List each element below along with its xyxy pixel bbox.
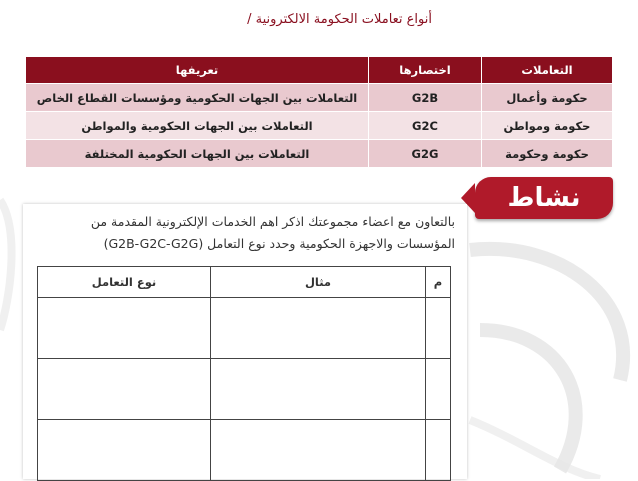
cell-abbreviation: G2B — [369, 84, 482, 112]
cell-interaction: حكومة وحكومة — [482, 140, 613, 168]
cell-definition: التعاملات بين الجهات الحكومية المختلفة — [26, 140, 369, 168]
worksheet-header-type: نوع التعامل — [38, 267, 211, 298]
worksheet-cell — [38, 420, 211, 481]
worksheet-header-num: م — [426, 267, 451, 298]
worksheet-row — [38, 420, 451, 481]
header-definition: تعريفها — [26, 57, 369, 84]
table-header-row — [26, 57, 613, 84]
cell-abbreviation: G2G — [369, 140, 482, 168]
breadcrumb: أنواع تعاملات الحكومة الالكترونية / — [247, 12, 432, 27]
worksheet-cell — [38, 298, 211, 359]
activity-worksheet — [23, 204, 467, 479]
worksheet-cell — [211, 420, 426, 481]
cell-interaction: حكومة ومواطن — [482, 112, 613, 140]
cell-abbreviation: G2C — [369, 112, 482, 140]
worksheet-instruction-line1: بالتعاون مع اعضاء مجموعتك اذكر اهم الخدمات الإلكترونية المقدمة من — [90, 214, 455, 229]
cell-interaction: حكومة وأعمال — [482, 84, 613, 112]
table-row — [26, 112, 613, 140]
header-abbreviation: اختصارها — [369, 57, 482, 84]
worksheet-table — [37, 266, 451, 481]
worksheet-row — [38, 298, 451, 359]
table-row — [26, 140, 613, 168]
worksheet-instruction-line2: المؤسسات والاجهزة الحكومية وحدد نوع التعامل (G2B-G2C-G2G) — [103, 236, 455, 251]
worksheet-header-row — [38, 267, 451, 298]
table-row — [26, 84, 613, 112]
cell-definition: التعاملات بين الجهات الحكومية والمواطن — [26, 112, 369, 140]
worksheet-cell — [211, 359, 426, 420]
worksheet-cell — [426, 298, 451, 359]
worksheet-cell — [426, 420, 451, 481]
interactions-table — [25, 56, 613, 168]
cell-definition: التعاملات بين الجهات الحكومية ومؤسسات القطاع الخاص — [26, 84, 369, 112]
worksheet-cell — [426, 359, 451, 420]
worksheet-cell — [38, 359, 211, 420]
worksheet-header-example: مثال — [211, 267, 426, 298]
activity-badge: نشاط — [475, 177, 613, 219]
worksheet-row — [38, 359, 451, 420]
header-interaction: التعاملات — [482, 57, 613, 84]
worksheet-cell — [211, 298, 426, 359]
